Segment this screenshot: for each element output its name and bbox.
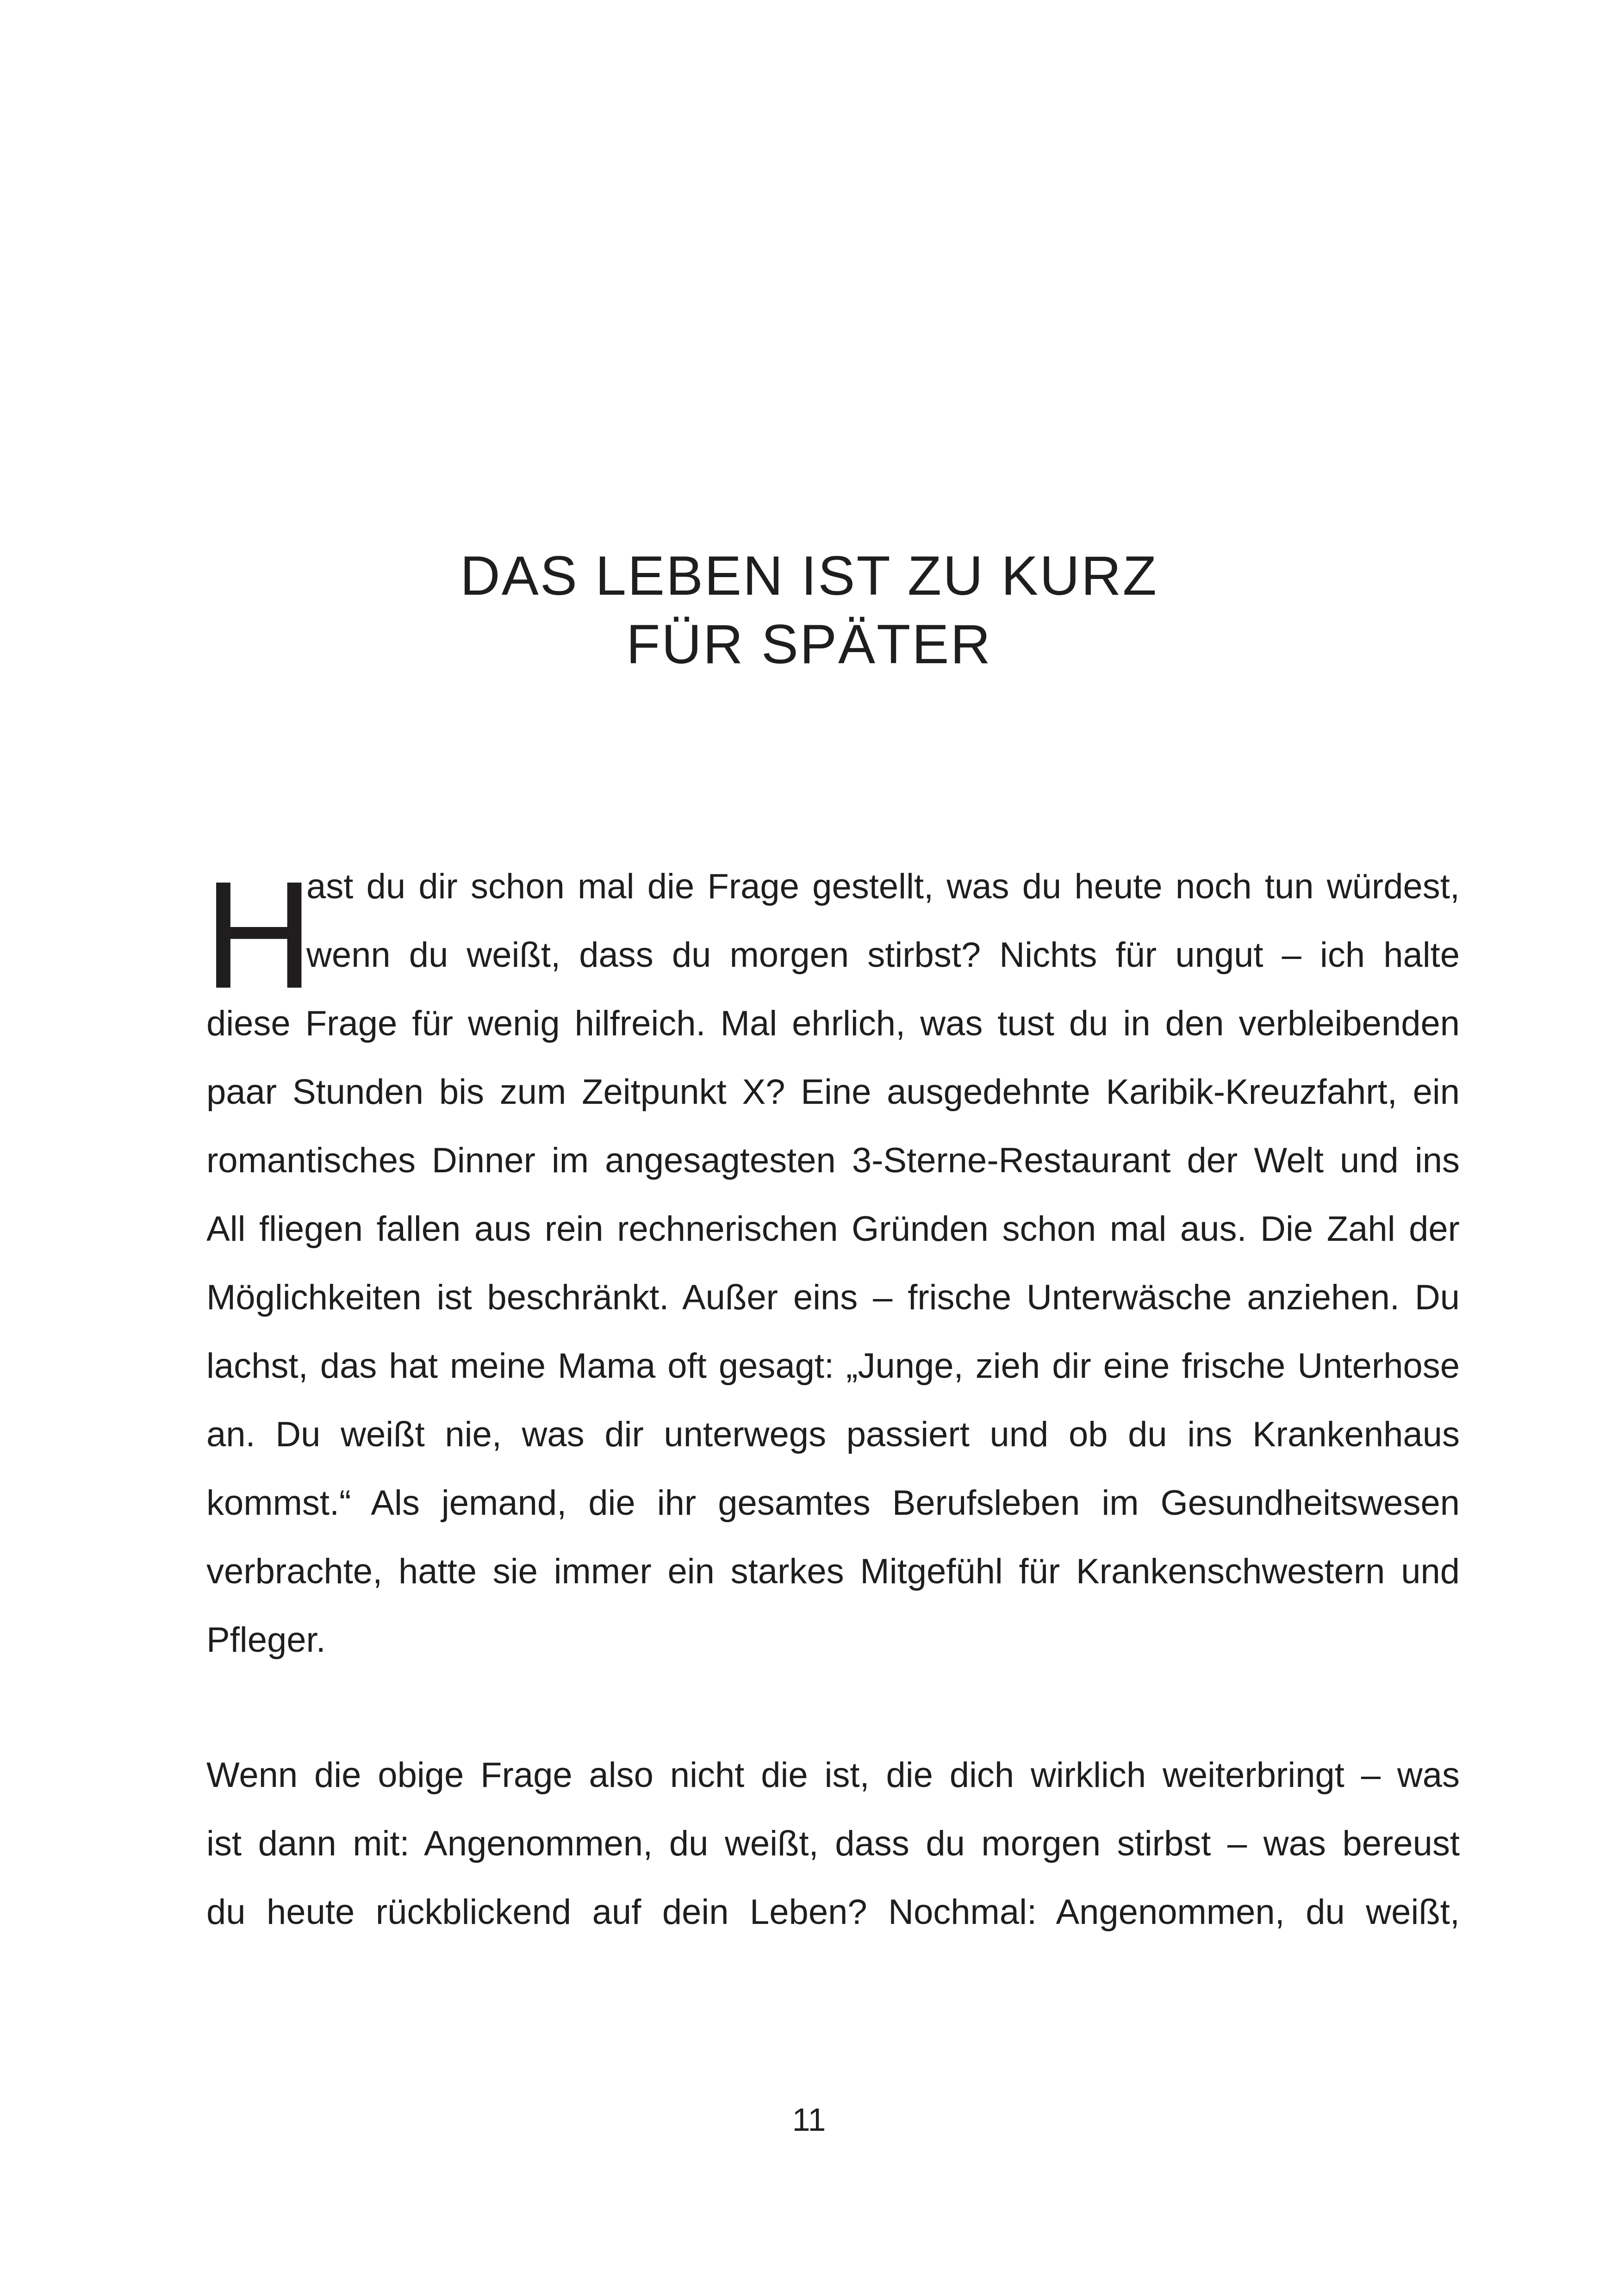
paragraph-line: du heute rückblickend auf dein Leben? Nochmal: Angenommen, du weißt, <box>206 1892 1460 1932</box>
paragraph-line: an. Du weißt nie, was dir unterwegs passiert und ob du ins Krankenhaus <box>206 1415 1460 1454</box>
paragraph-line: All fliegen fallen aus rein rechnerischen Gründen schon mal aus. Die Zahl der <box>206 1209 1460 1249</box>
chapter-title-line-2: FÜR SPÄTER <box>626 613 992 676</box>
paragraph-line: Wenn die obige Frage also nicht die ist, die dich wirklich weiterbringt – was <box>206 1755 1460 1795</box>
paragraph-line: romantisches Dinner im angesagtesten 3-Sterne-Restaurant der Welt und ins <box>206 1141 1460 1180</box>
paragraph-line: ist dann mit: Angenommen, du weißt, dass du morgen stirbst – was bereust <box>206 1824 1460 1863</box>
page-number: 11 <box>792 2102 826 2138</box>
paragraph-line: kommst.“ Als jemand, die ihr gesamtes Berufsleben im Gesundheitswesen <box>206 1483 1460 1523</box>
paragraph-line: wenn du weißt, dass du morgen stirbst? Nichts für ungut – ich halte <box>306 935 1460 975</box>
paragraph-line: Möglichkeiten ist beschränkt. Außer eins – frische Unterwäsche anziehen. Du <box>206 1278 1460 1317</box>
paragraph-line: verbrachte, hatte sie immer ein starkes Mitgefühl für Krankenschwestern und <box>206 1552 1460 1591</box>
paragraph-line: Pfleger. <box>206 1620 326 1660</box>
drop-cap: H <box>204 849 314 1020</box>
paragraph-line: diese Frage für wenig hilfreich. Mal ehrlich, was tust du in den verbleibenden <box>206 1004 1460 1043</box>
paragraph-2 <box>206 1741 1460 1947</box>
chapter-title-line-1: DAS LEBEN IST ZU KURZ <box>460 545 1158 607</box>
chapter-title <box>0 541 1618 678</box>
paragraph-line: paar Stunden bis zum Zeitpunkt X? Eine ausgedehnte Karibik-Kreuzfahrt, ein <box>206 1072 1460 1112</box>
paragraph-1 <box>204 849 1460 1674</box>
paragraph-line: lachst, das hat meine Mama oft gesagt: „Junge, zieh dir eine frische Unterhose <box>206 1346 1460 1386</box>
paragraph-line: ast du dir schon mal die Frage gestellt, was du heute noch tun würdest, <box>306 867 1460 906</box>
